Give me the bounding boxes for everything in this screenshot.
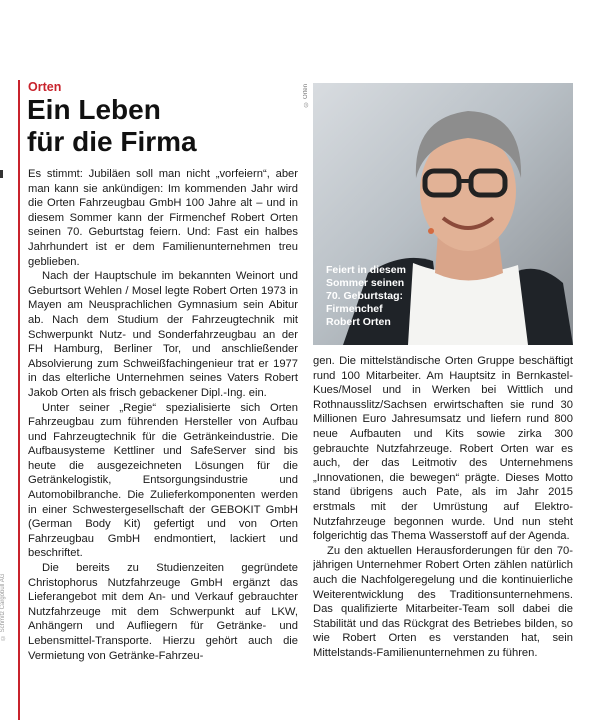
- body-paragraph: Die bereits zu Studienzeiten gegründete Christophorus Nutzfahrzeuge GmbH ergänzt das Lieferangebot mit dem An- und Verkauf gebrauchter Nutzfahrzeuge mit dem Schwerpunkt auf LKW, Anhängern und Aufliegern für Getränke- und Lebensmittel-Transporte. Hierzu gehört auch die Vermietung von Getränke-Fahrzeu-: [28, 562, 298, 662]
- headline-line: Ein Leben: [27, 94, 161, 125]
- caption-line: Firmenchef: [326, 303, 383, 315]
- body-paragraph: Zu den aktuellen Herausforderungen für den 70-jährigen Unternehmer Robert Orten zählen natürlich auch die Nachfolgeregelung und die kontinuierliche Weiterentwicklung des Traditionsunternehmens. Das qualifizierte Mitarbeiter-Team soll dabei die Stabilität und das Rückgrat des Betriebes bilden, so wie Robert Orten es verstanden hat, sein Mittelstands-Familienunternehmen zu führen.: [313, 544, 573, 659]
- photo-credit: © Orten: [303, 84, 309, 107]
- caption-line: Feiert in diesem: [326, 264, 406, 276]
- edge-photo-credit: © Schmitz Cargobull AG: [0, 573, 6, 640]
- article-body-left-column: [28, 167, 298, 717]
- caption-line: Robert Orten: [326, 316, 391, 328]
- body-paragraph: Es stimmt: Jubiläen soll man nicht „vorfeiern“, aber man kann sie ankündigen: Im kommenden Jahr wird die Orten Fahrzeugbau GmbH 100 Jahre alt – und in diesem Sommer kann der Firmenchef Robert Orten seinen 70. Geburtstag feiern. Und: Fast ein halbes Jahrhundert ist er dem Familienunternehmen treu geblieben.: [28, 168, 298, 268]
- body-paragraph: Nach der Hauptschule im bekannten Weinort und Geburtsort Wehlen / Mosel legte Robert Orten 1973 in Mayen am Neusprachlichen Gymnasium sein Abitur ab. Nach dem Studium der Fahrzeugtechnik mit Schwerpunkt Nutz- und Sonderfahrzeugbau an der FH Hamburg, Berliner Tor, und anschließender Absolvierung zum Schweißfachingenieur trat er 1977 in das elterliche Unternehmen seines Vaters Robert Jakob Orten als frisch gebackener Dipl.-Ing. ein.: [28, 270, 298, 399]
- red-divider-line: [18, 80, 20, 720]
- caption-line: 70. Geburtstag:: [326, 290, 404, 302]
- photo-caption: [326, 264, 446, 329]
- body-paragraph: Unter seiner „Regie“ spezialisierte sich Orten Fahrzeugbau zum führenden Hersteller von Aufbau und Fahrzeugtechnik für die Getränkeindustrie. Die Aufbausysteme Kettliner und SafeServer sind bis heute die ausgezeichneten Lösungen für die Getränkelogistik, Entsorgungsindustrie und Automobilbranche. Die Zulieferkomponenten werden in einer Schwestergesellschaft der GEBOKIT GmbH (German Body Kit) gefertigt und von Orten Fahrzeugbau GmbH endmontiert, lackiert und beschriftet.: [28, 401, 298, 560]
- portrait-photo: [313, 83, 573, 345]
- headline-line: für die Firma: [27, 126, 197, 157]
- body-paragraph: gen. Die mittelständische Orten Gruppe beschäftigt rund 100 Mitarbeiter. Am Hauptsitz in Bernkastel-Kues/Mosel und in Werken bei Wittlich und Rothnausslitz/Sachsen erwirtschaften sie rund 30 Millionen Euro Jahresumsatz und liefern rund 800 neue Aufbauten und Kits sowie zirka 300 gebrauchte Nutzfahrzeuge. Robert Orten war es auch, der das Leitmotiv des Unternehmens „Innovationen, die bewegen“ prägte. Dieses Motto stand übrigens auch Pate, als im Jahr 2015 erstmals mit der Umrüstung auf Elektro-Nutzfahrzeuge begonnen wurde. Und nun steht folgerichtig das Thema Wasserstoff auf der Agenda.: [313, 355, 573, 543]
- article-kicker: Orten: [28, 80, 62, 94]
- caption-line: Sommer seinen: [326, 277, 405, 289]
- article-headline: [27, 94, 197, 158]
- edge-mark: [0, 170, 3, 178]
- article-body-right-column: [313, 354, 573, 718]
